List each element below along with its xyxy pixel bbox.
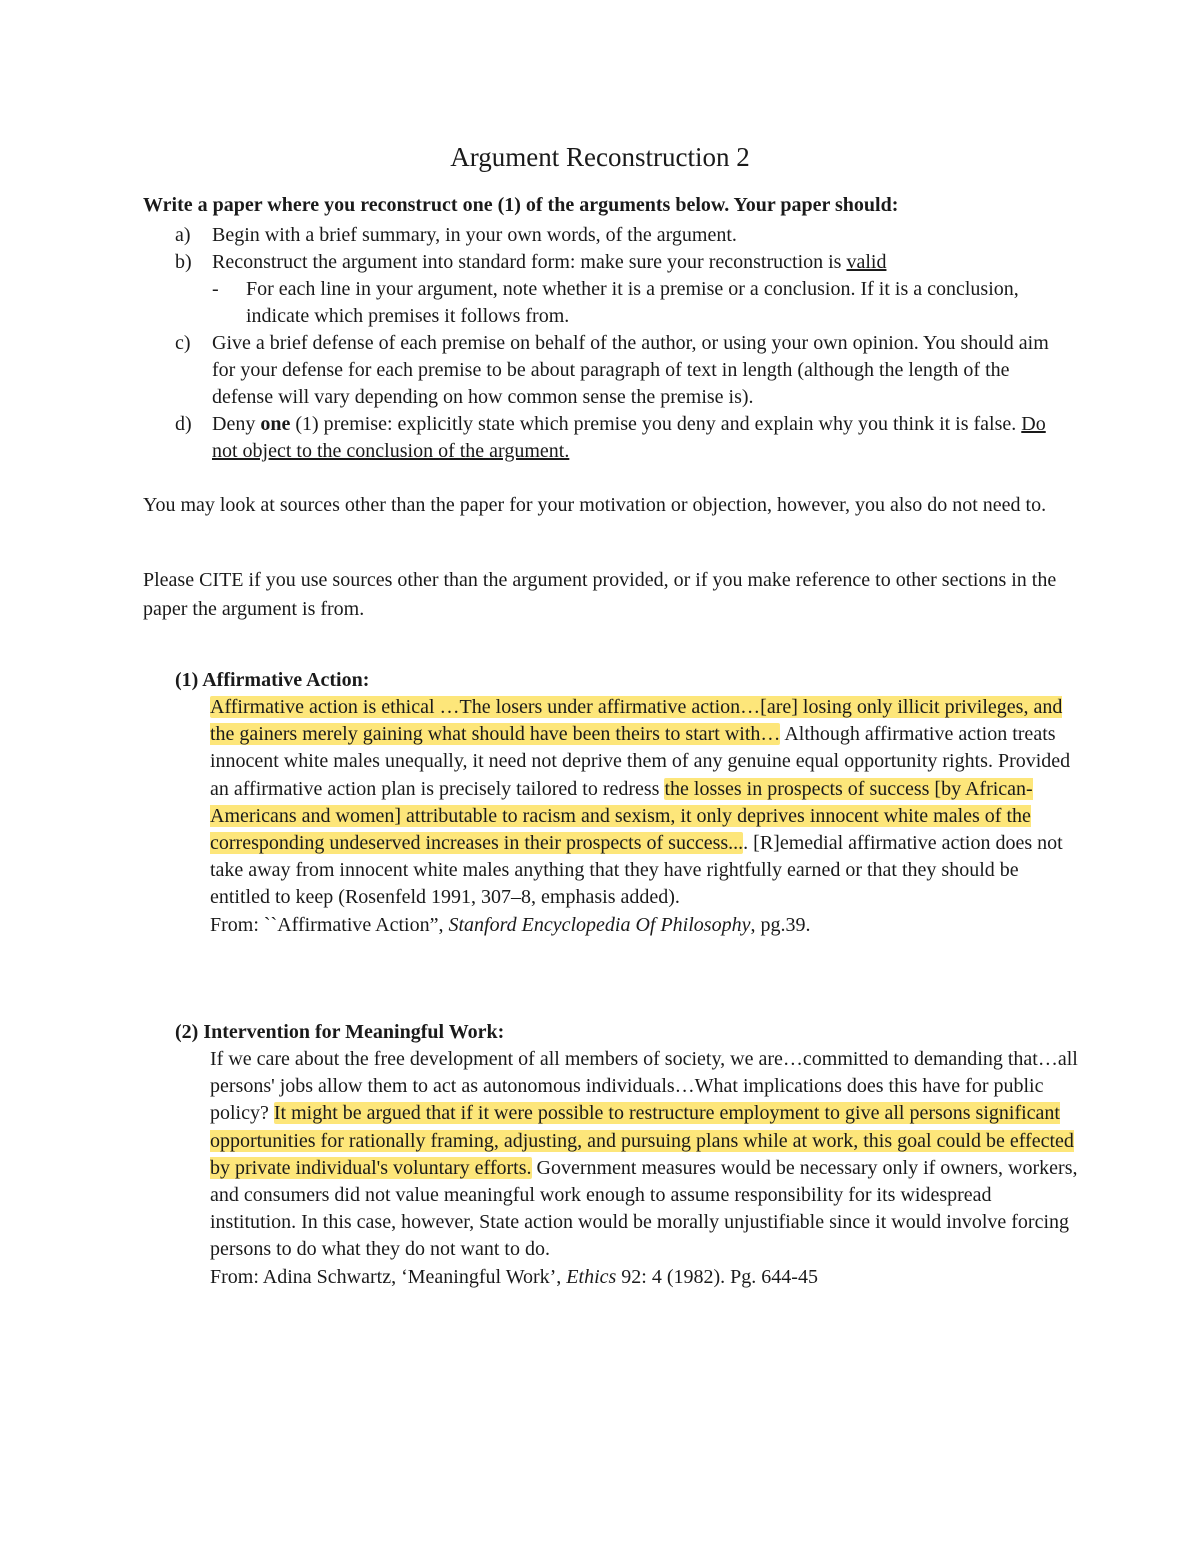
quote-text: Government measures would be necessary only if owners, workers, and consumers did not value meaningful work enough to assume responsibility for its widespread institution. In this case, however, State action would be morally unjustifiable since it would involve forcing persons to do what they do not want to do.: [210, 1156, 1078, 1261]
section-heading-affirmative-action: (1) Affirmative Action:: [175, 669, 370, 691]
list-item-text: Give a brief defense of each premise on behalf of the author, or using your own opinion. You should aim for your defense for each premise to be about paragraph of text in length (although the length of the defense will vary depending on how common sense the premise is).: [212, 332, 1049, 408]
highlighted-passage: the losses in prospects of success [by African-Americans and women] attributable to racism and sexism, it only deprives innocent white males of the corresponding undeserved increases in their prospects of success...: [210, 777, 1033, 855]
list-item-text: Deny: [212, 413, 261, 435]
list-item-text: Begin with a brief summary, in your own words, of the argument.: [212, 224, 737, 246]
list-marker: c): [175, 332, 191, 354]
list-marker: a): [175, 224, 191, 246]
list-item-a: [175, 222, 1075, 249]
bold-term: one: [260, 413, 291, 435]
cite-note: Please CITE if you use sources other than the argument provided, or if you make reference to other sections in the paper the argument is from.: [143, 569, 1057, 620]
highlighted-passage: It might be argued that if it were possible to restructure employment to give all persons significant opportunities for rationally framing, adjusting, and pursuing plans while at work, this goal could be effected by private individual's voluntary efforts.: [210, 1102, 1074, 1179]
underlined-term: valid: [846, 251, 887, 273]
citation-suffix: 92: 4 (1982). Pg. 644-45: [616, 1265, 818, 1288]
quote-text: Although affirmative action treats innocent white males unequally, it need not deprive them of any genuine equal opportunity rights. Provided an affirmative action plan is precisely tailored to redress: [210, 723, 1071, 800]
argument-quote-meaningful-work: [210, 1046, 1080, 1291]
citation-prefix: From: ``Affirmative Action”,: [210, 913, 449, 936]
citation-title: Stanford Encyclopedia Of Philosophy: [448, 913, 751, 936]
section-heading-meaningful-work: (2) Intervention for Meaningful Work:: [175, 1021, 505, 1043]
list-marker: b): [175, 251, 192, 273]
citation-prefix: From: Adina Schwartz, ‘Meaningful Work’,: [210, 1265, 567, 1288]
sub-list-text: For each line in your argument, note whether it is a premise or a conclusion. If it is a conclusion, indicate which premises it follows from.: [246, 278, 1019, 327]
citation-suffix: , pg.39.: [750, 913, 811, 936]
instruction-list: [175, 222, 1075, 465]
list-item-d: [175, 411, 1075, 465]
quote-text: . [R]emedial affirmative action does not take away from innocent white males anything that they have rightfully earned or that they should be entitled to keep (Rosenfeld 1991, 307–8, emphasis added).: [210, 832, 1063, 909]
underlined-instruction: Do not object to the conclusion of the argument.: [212, 413, 1046, 462]
list-item-c: [175, 330, 1075, 411]
quote-text: If we care about the free development of all members of society, we are…committed to demanding that…all persons' jobs allow them to act as autonomous individuals…What implications does this have for public policy?: [210, 1048, 1078, 1125]
argument-quote-affirmative-action: [210, 694, 1080, 939]
list-item-text: Reconstruct the argument into standard form: make sure your reconstruction is: [212, 251, 847, 273]
instructions-lead: Write a paper where you reconstruct one (1) of the arguments below. Your paper should:: [143, 194, 899, 216]
list-item-text: (1) premise: explicitly state which premise you deny and explain why you think it is false.: [290, 413, 1022, 435]
list-item-b: [175, 249, 1075, 276]
page-title: Argument Reconstruction 2: [450, 142, 750, 172]
sub-list-item: [212, 276, 1075, 330]
sources-note: You may look at sources other than the paper for your motivation or objection, however, you also do not need to.: [143, 494, 1047, 516]
highlighted-passage: Affirmative action is ethical …The losers under affirmative action…[are] losing only illicit privileges, and the gainers merely gaining what should have been theirs to start with…: [210, 696, 1063, 746]
source-citation: [210, 1266, 818, 1288]
citation-title: Ethics: [566, 1265, 617, 1288]
source-citation: [210, 914, 810, 936]
list-marker: d): [175, 413, 192, 435]
dash-marker: -: [212, 278, 219, 300]
